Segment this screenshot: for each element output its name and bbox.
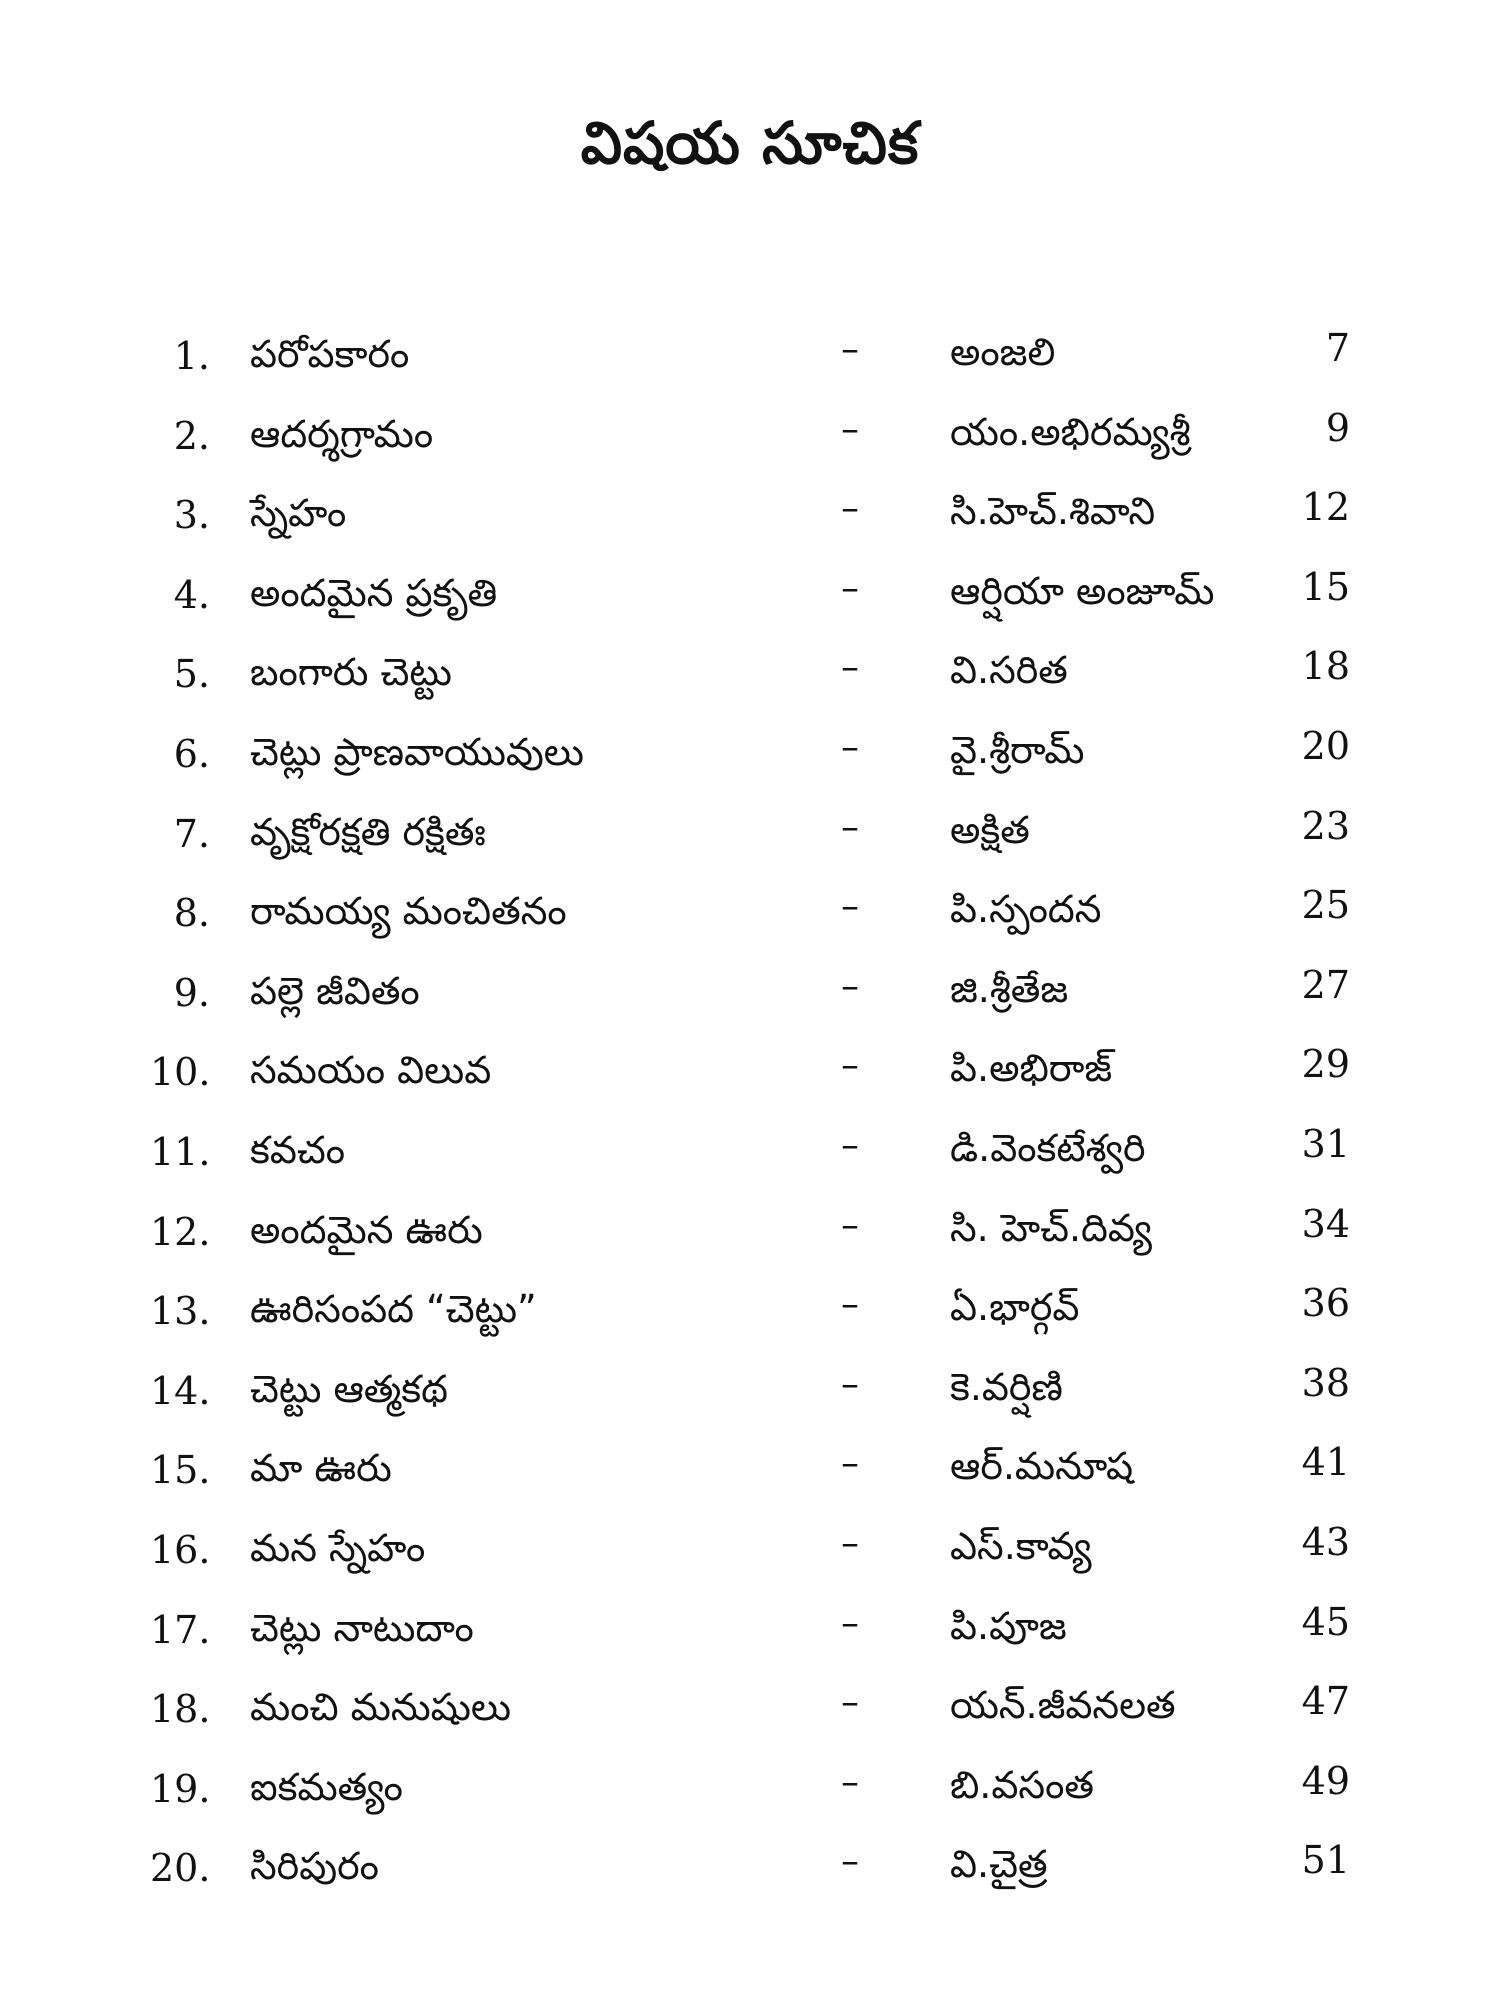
entry-title: పరోపకారం bbox=[250, 332, 410, 376]
toc-entry bbox=[0, 1273, 1500, 1353]
entry-title: సమయం విలువ bbox=[250, 1048, 492, 1093]
toc-entry bbox=[0, 1353, 1500, 1433]
entry-separator: – bbox=[841, 726, 859, 768]
entry-number: 15. bbox=[150, 1448, 211, 1493]
entry-author: పి.పూజ bbox=[950, 1603, 1067, 1648]
entry-separator: – bbox=[841, 1761, 859, 1803]
entry-title: రామయ్య మంచితనం bbox=[250, 889, 567, 934]
entry-number: 4. bbox=[173, 572, 210, 617]
entry-author: అక్షిత bbox=[950, 807, 1030, 852]
toc-entry bbox=[0, 1592, 1500, 1672]
entry-page-number: 23 bbox=[1301, 803, 1350, 848]
entry-separator: – bbox=[841, 1841, 859, 1883]
entry-page-number: 20 bbox=[1301, 723, 1350, 768]
toc-entry bbox=[0, 1512, 1500, 1592]
entry-separator: – bbox=[841, 1045, 859, 1087]
entry-number: 17. bbox=[150, 1607, 211, 1652]
entry-page-number: 25 bbox=[1301, 883, 1350, 928]
entry-page-number: 49 bbox=[1301, 1758, 1350, 1803]
entry-title: చెట్లు ప్రాణవాయువులు bbox=[250, 729, 584, 774]
page-title: విషయ సూచిక bbox=[580, 109, 920, 177]
entry-title: ఊరిసంపద “చెట్టు” bbox=[250, 1287, 537, 1332]
entry-separator: – bbox=[841, 965, 859, 1007]
entry-author: ఆర్.మనూష bbox=[950, 1444, 1134, 1489]
entry-author: సి. హెచ్.దివ్య bbox=[950, 1205, 1152, 1250]
entry-author: బి.వసంత bbox=[950, 1762, 1094, 1807]
entry-title: మంచి మనుషులు bbox=[250, 1685, 512, 1730]
entry-title: వృక్షోరక్షతి రక్షితః bbox=[250, 809, 486, 854]
entry-author: సి.హెచ్.శివాని bbox=[950, 489, 1156, 534]
entry-author: పి.అభిరాజ్ bbox=[950, 1046, 1113, 1091]
entry-author: యన్.జీవనలత bbox=[950, 1683, 1176, 1728]
entry-number: 2. bbox=[173, 413, 210, 458]
entry-title: కవచం bbox=[250, 1127, 346, 1172]
toc-entry bbox=[0, 636, 1500, 716]
toc-entry bbox=[0, 1751, 1500, 1831]
entry-page-number: 36 bbox=[1301, 1281, 1350, 1326]
entry-separator: – bbox=[841, 1522, 859, 1564]
entry-title: ఐకమత్యం bbox=[250, 1764, 403, 1809]
entry-number: 3. bbox=[173, 493, 210, 538]
entry-number: 18. bbox=[150, 1687, 211, 1732]
toc-entry bbox=[0, 796, 1500, 876]
entry-page-number: 41 bbox=[1301, 1440, 1350, 1485]
entry-separator: – bbox=[841, 1443, 859, 1485]
entry-author: అంజలి bbox=[950, 330, 1056, 374]
toc-entry bbox=[0, 1114, 1500, 1194]
entry-author: కె.వర్షిణి bbox=[950, 1364, 1063, 1409]
entry-number: 20. bbox=[150, 1846, 211, 1891]
entry-page-number: 47 bbox=[1301, 1679, 1350, 1724]
entry-separator: – bbox=[841, 408, 859, 450]
entry-number: 10. bbox=[150, 1050, 211, 1095]
entry-author: ఆర్షియా అంజూమ్ bbox=[950, 568, 1215, 613]
toc-entry bbox=[0, 318, 1500, 398]
entry-page-number: 27 bbox=[1301, 962, 1350, 1007]
entry-title: చెట్లు నాటుదాం bbox=[250, 1605, 474, 1650]
entry-page-number: 9 bbox=[1325, 405, 1350, 450]
entry-page-number: 7 bbox=[1325, 326, 1350, 370]
toc-entry bbox=[0, 716, 1500, 796]
entry-page-number: 38 bbox=[1301, 1360, 1350, 1405]
entry-page-number: 34 bbox=[1301, 1201, 1350, 1246]
entry-page-number: 31 bbox=[1301, 1121, 1350, 1166]
toc-entry bbox=[0, 477, 1500, 557]
entry-title: అందమైన ప్రకృతి bbox=[250, 570, 498, 615]
entry-separator: – bbox=[841, 1284, 859, 1326]
entry-number: 11. bbox=[150, 1129, 211, 1174]
toc-entry bbox=[0, 1194, 1500, 1274]
entry-number: 6. bbox=[173, 731, 210, 776]
entry-page-number: 29 bbox=[1301, 1042, 1350, 1087]
entry-page-number: 43 bbox=[1301, 1519, 1350, 1564]
entry-title: అందమైన ఊరు bbox=[250, 1207, 483, 1252]
toc-entry bbox=[0, 875, 1500, 955]
entry-title: బంగారు చెట్టు bbox=[250, 650, 452, 695]
entry-title: సిరిపురం bbox=[250, 1844, 379, 1889]
entry-separator: – bbox=[841, 1363, 859, 1405]
entry-page-number: 15 bbox=[1301, 564, 1350, 609]
entry-separator: – bbox=[841, 1204, 859, 1246]
entry-number: 8. bbox=[173, 891, 210, 936]
entry-author: ఏ.భార్గవ్ bbox=[950, 1285, 1080, 1330]
entry-author: డి.వెంకటేశ్వరి bbox=[950, 1125, 1146, 1170]
entry-number: 16. bbox=[150, 1527, 211, 1572]
entry-page-number: 18 bbox=[1301, 644, 1350, 689]
entry-number: 13. bbox=[150, 1289, 211, 1334]
entry-author: వి.చైత్ర bbox=[950, 1842, 1048, 1887]
entry-page-number: 12 bbox=[1301, 485, 1350, 530]
toc-entry bbox=[0, 398, 1500, 478]
toc-entry bbox=[0, 1034, 1500, 1114]
entry-title: మన స్నేహం bbox=[250, 1525, 426, 1570]
entry-title: మా ఊరు bbox=[250, 1446, 392, 1491]
entry-page-number: 45 bbox=[1301, 1599, 1350, 1644]
entry-author: ఎస్.కావ్య bbox=[950, 1523, 1092, 1568]
entry-separator: – bbox=[841, 886, 859, 928]
toc-entry bbox=[0, 955, 1500, 1035]
entry-separator: – bbox=[841, 1124, 859, 1166]
entry-author: వై.శ్రీరామ్ bbox=[950, 727, 1085, 772]
table-of-contents bbox=[0, 318, 1500, 1910]
entry-number: 1. bbox=[173, 334, 210, 378]
entry-separator: – bbox=[841, 488, 859, 530]
entry-separator: – bbox=[841, 329, 859, 370]
entry-number: 9. bbox=[173, 970, 210, 1015]
entry-separator: – bbox=[841, 806, 859, 848]
entry-number: 19. bbox=[150, 1766, 211, 1811]
toc-entry bbox=[0, 557, 1500, 637]
entry-page-number: 51 bbox=[1301, 1838, 1350, 1883]
toc-entry bbox=[0, 1671, 1500, 1751]
entry-author: పి.స్పందన bbox=[950, 887, 1102, 932]
entry-title: ఆదర్శగ్రామం bbox=[250, 411, 434, 456]
entry-separator: – bbox=[841, 1602, 859, 1644]
entry-author: వి.సరిత bbox=[950, 648, 1068, 693]
entry-number: 14. bbox=[150, 1368, 211, 1413]
entry-separator: – bbox=[841, 647, 859, 689]
toc-entry bbox=[0, 1830, 1500, 1910]
entry-author: జి.శ్రీతేజ bbox=[950, 966, 1069, 1011]
entry-number: 12. bbox=[150, 1209, 211, 1254]
entry-title: చెట్టు ఆత్మకథ bbox=[250, 1366, 448, 1411]
entry-title: పల్లె జీవితం bbox=[250, 968, 420, 1013]
entry-separator: – bbox=[841, 567, 859, 609]
entry-separator: – bbox=[841, 1682, 859, 1724]
entry-number: 7. bbox=[173, 811, 210, 856]
entry-number: 5. bbox=[173, 652, 210, 697]
toc-entry bbox=[0, 1432, 1500, 1512]
entry-title: స్నేహం bbox=[250, 491, 347, 536]
entry-author: యం.అభిరమ్యశ్రీ bbox=[950, 409, 1191, 454]
